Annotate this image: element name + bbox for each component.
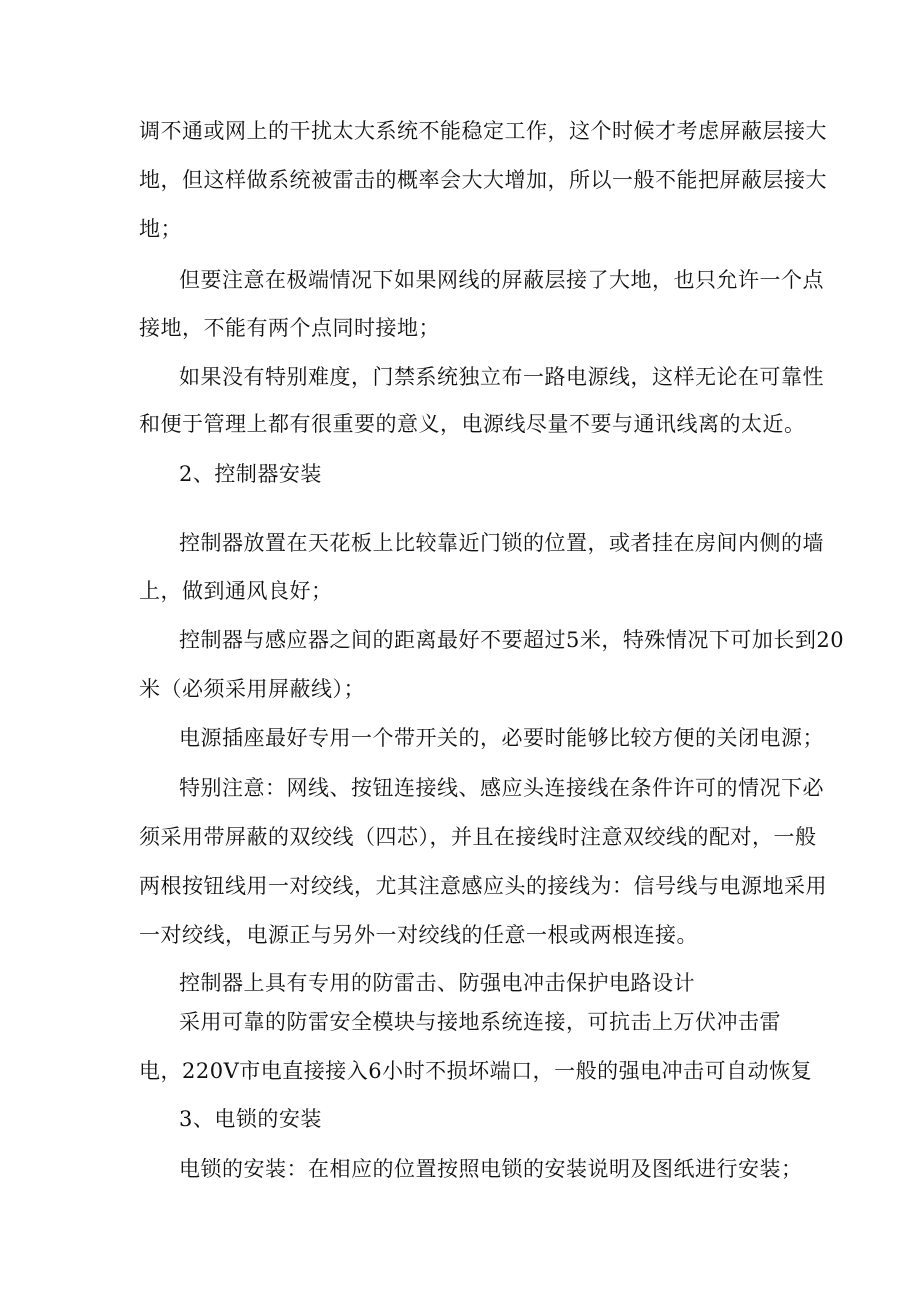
section-heading: 2、控制器安装	[179, 462, 322, 486]
paragraph-line: 两根按钮线用一对绞线，尤其注意感应头的接线为：信号线与电源地采用	[139, 874, 827, 898]
paragraph-line: 接地，不能有两个点同时接地；	[139, 316, 440, 340]
paragraph-line: 地，但这样做系统被雷击的概率会大大增加，所以一般不能把屏蔽层接大	[139, 168, 827, 192]
paragraph-line: 电锁的安装：在相应的位置按照电锁的安装说明及图纸进行安装；	[179, 1157, 803, 1181]
paragraph-line: 电，220V市电直接接入6小时不损坏端口，一般的强电冲击可自动恢复	[139, 1059, 813, 1083]
paragraph-line: 特别注意：网线、按钮连接线、感应头连接线在条件许可的情况下必	[179, 776, 824, 800]
paragraph-line: 控制器上具有专用的防雷击、防强电冲击保护电路设计	[179, 971, 695, 995]
paragraph-line: 须采用带屏蔽的双绞线（四芯），并且在接线时注意双绞线的配对，一般	[139, 825, 817, 849]
paragraph-line: 上，做到通风良好；	[139, 579, 333, 603]
paragraph-line: 地；	[139, 217, 182, 241]
section-heading: 3、电锁的安装	[179, 1107, 322, 1131]
paragraph-line: 米（必须采用屏蔽线）；	[139, 677, 365, 701]
paragraph-line: 一对绞线，电源正与另外一对绞线的任意一根或两根连接。	[139, 923, 698, 947]
paragraph-line: 控制器放置在天花板上比较靠近门锁的位置，或者挂在房间内侧的墙	[179, 531, 824, 555]
paragraph-line: 电源插座最好专用一个带开关的，必要时能够比较方便的关闭电源；	[179, 726, 824, 750]
paragraph-line: 和便于管理上都有很重要的意义，电源线尽量不要与通讯线离的太近。	[139, 412, 806, 436]
paragraph-line: 采用可靠的防雷安全模块与接地系统连接，可抗击上万伏冲击雷	[179, 1010, 781, 1034]
paragraph-line: 控制器与感应器之间的距离最好不要超过5米，特殊情况下可加长到20	[179, 628, 845, 652]
paragraph-line: 但要注意在极端情况下如果网线的屏蔽层接了大地，也只允许一个点	[179, 268, 824, 292]
paragraph-line: 调不通或网上的干扰太大系统不能稳定工作，这个时候才考虑屏蔽层接大	[139, 119, 827, 143]
paragraph-line: 如果没有特别难度，门禁系统独立布一路电源线，这样无论在可靠性	[179, 365, 824, 389]
